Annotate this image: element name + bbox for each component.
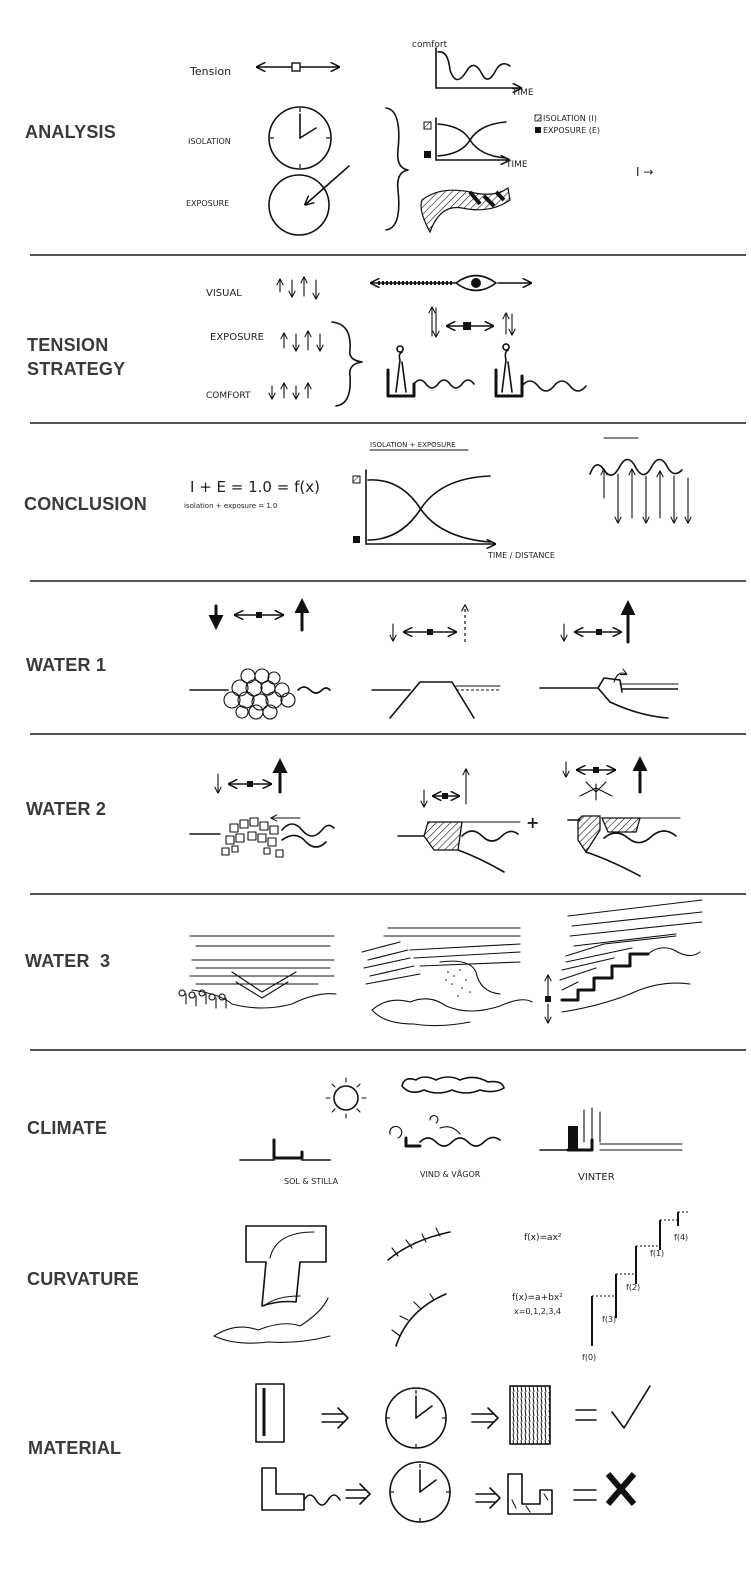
water1-sketch-2 xyxy=(372,606,500,718)
analysis-tension-diagram xyxy=(189,63,338,78)
water2-sketch-1 xyxy=(190,764,334,857)
water3-sketch-1 xyxy=(179,936,336,1008)
time-axis-text: TIME xyxy=(512,88,534,98)
water2-plus-text: + xyxy=(526,813,540,832)
section-label-water3: WATER 3 xyxy=(25,951,111,971)
water1-sketch-1 xyxy=(190,604,330,719)
climate-winter-sketch xyxy=(540,1108,682,1183)
curvature-t-shape xyxy=(214,1226,330,1343)
equation-sub-text: isolation + exposure = 1.0 xyxy=(184,502,278,510)
legend-exposure-text: EXPOSURE (E) xyxy=(543,126,601,135)
section-label-conclusion: CONCLUSION xyxy=(24,494,147,514)
section-label-curvature: CURVATURE xyxy=(27,1269,139,1289)
conclusion-graph xyxy=(353,441,555,560)
ts-exposure-text: EXPOSURE xyxy=(210,332,265,343)
isolation-text: ISOLATION xyxy=(188,137,231,146)
tension-text: Tension xyxy=(190,65,232,78)
material-row-2 xyxy=(262,1462,634,1522)
conclusion-wave-arrows xyxy=(590,438,688,522)
chart-title-text: ISOLATION + EXPOSURE xyxy=(370,441,456,449)
ts-visual-row xyxy=(206,276,530,300)
curvature-arcs xyxy=(388,1228,450,1346)
analysis-crossing-graph xyxy=(424,118,528,170)
analysis-brace xyxy=(386,108,408,230)
water3-sketch-2 xyxy=(362,928,532,1026)
ts-exposure-row xyxy=(210,332,320,350)
exposure-text: EXPOSURE xyxy=(186,199,230,208)
step-label-1: f(1) xyxy=(650,1249,665,1258)
section-label-tension-strategy-line1: TENSION xyxy=(27,335,109,355)
analysis-comfort-graph xyxy=(412,40,534,98)
water2-sketch-3 xyxy=(566,762,680,876)
conclusion-equation xyxy=(184,478,320,510)
water1-sketch-3 xyxy=(540,606,678,718)
ts-comfort-text: COMFORT xyxy=(206,391,251,401)
section-label-water1: WATER 1 xyxy=(26,655,107,675)
analysis-legend xyxy=(535,114,653,179)
step-label-4: f(4) xyxy=(674,1233,689,1242)
comfort-axis-text: comfort xyxy=(412,40,448,50)
axis-label-text: TIME / DISTANCE xyxy=(488,551,555,560)
water3-sketch-3 xyxy=(545,900,702,1022)
ts-center-arrows xyxy=(432,308,512,336)
section-label-tension-strategy-line2: STRATEGY xyxy=(27,359,126,379)
climate-caption-2: VIND & VÅGOR xyxy=(420,1170,481,1179)
step-label-2: f(2) xyxy=(626,1283,641,1292)
ts-person-basin-1 xyxy=(388,346,474,396)
analysis-isolation-clock xyxy=(188,107,331,169)
ts-brace xyxy=(332,322,362,406)
climate-sun-sketch xyxy=(240,1078,366,1186)
ts-person-basin-2 xyxy=(496,344,586,396)
step-label-3: f(3) xyxy=(602,1315,617,1324)
formula-2-text: f(x)=a+bx² xyxy=(512,1293,563,1303)
climate-wind-sketch xyxy=(390,1077,504,1179)
note-text: I → xyxy=(636,165,654,179)
section-label-water2: WATER 2 xyxy=(26,799,107,819)
xvals-text: x=0,1,2,3,4 xyxy=(514,1307,562,1316)
climate-caption-3: VINTER xyxy=(578,1172,615,1183)
section-label-analysis: ANALYSIS xyxy=(25,122,116,142)
formula-1-text: f(x)=ax² xyxy=(524,1233,562,1243)
equation-text: I + E = 1.0 = f(x) xyxy=(190,478,320,496)
ts-visual-text: VISUAL xyxy=(206,288,242,299)
curvature-step-function xyxy=(512,1212,690,1362)
analysis-gradient-band xyxy=(421,188,510,232)
section-label-material: MATERIAL xyxy=(28,1438,122,1458)
water2-sketch-2 xyxy=(398,770,520,872)
ts-comfort-row xyxy=(206,384,308,401)
analysis-exposure-circle xyxy=(186,166,349,235)
step-label-0: f(0) xyxy=(582,1353,597,1362)
material-row-1 xyxy=(256,1384,650,1448)
section-label-climate: CLIMATE xyxy=(27,1118,108,1138)
time-axis-text-2: TIME xyxy=(506,160,528,170)
legend-isolation-text: ISOLATION (I) xyxy=(543,114,597,123)
climate-caption-1: SOL & STILLA xyxy=(284,1177,339,1186)
